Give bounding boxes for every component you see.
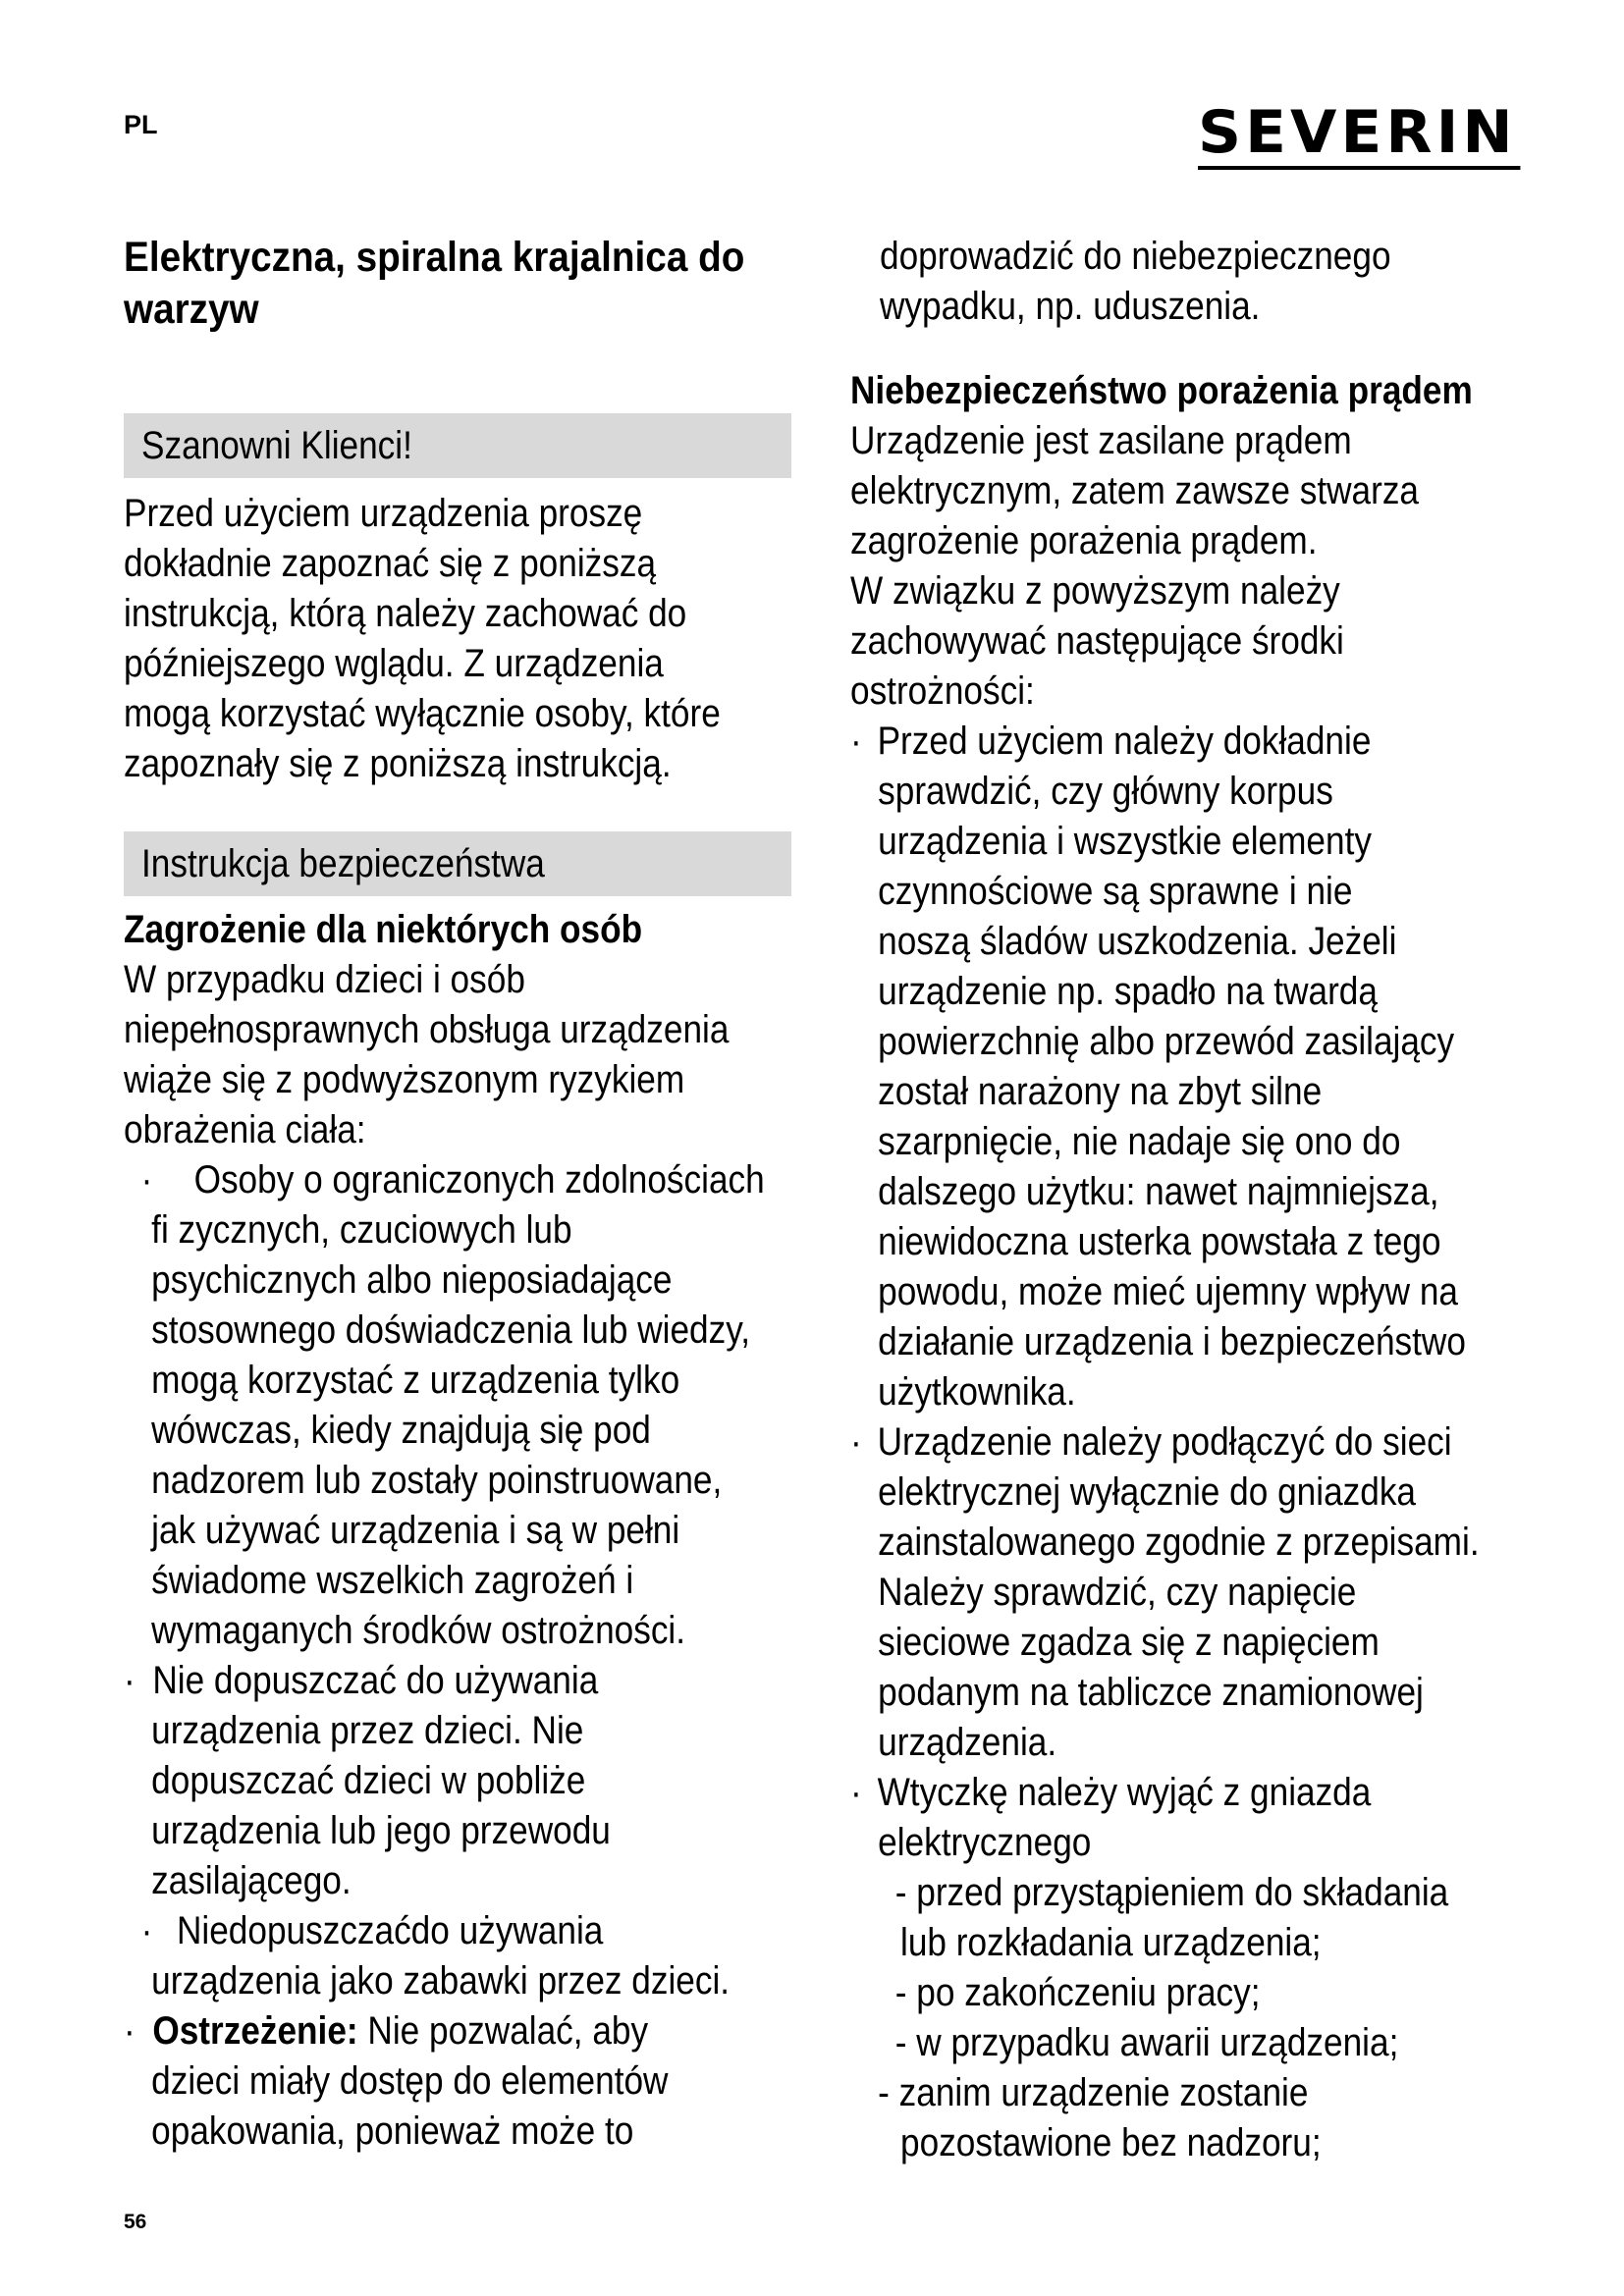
bullet-line bbox=[850, 1768, 1480, 1818]
bullet-text: Nie dopuszczać do używania bbox=[152, 1659, 599, 1702]
intro-line: dokładnie zapoznać się z poniższą bbox=[124, 542, 657, 585]
bullet-line: jak używać urządzenia i są w pełni bbox=[151, 1509, 680, 1552]
bullet-line: elektrycznej wyłącznie do gniazdka bbox=[878, 1470, 1417, 1514]
brand-logo: SEVERIN bbox=[1198, 102, 1520, 170]
bullet-line: działanie urządzenia i bezpieczeństwo bbox=[878, 1320, 1466, 1363]
title-line-1: Elektryczna, spiralna krajalnica do bbox=[124, 234, 745, 281]
bullet-line: urządzenia. bbox=[878, 1721, 1057, 1764]
bullet-item bbox=[124, 1906, 765, 2006]
bullet-line: został narażony na zbyt silne bbox=[878, 1070, 1323, 1113]
bullet-dot: · bbox=[140, 1158, 153, 1201]
bullet-text: Wtyczkę należy wyjąć z gniazda bbox=[877, 1771, 1372, 1814]
bullet-text: Nie pozwalać, aby bbox=[357, 2009, 649, 2053]
bullet-line: dzieci miały dostęp do elementów bbox=[151, 2059, 669, 2103]
body-line: wiąże się z podwyższonym ryzykiem bbox=[124, 1058, 685, 1101]
dash-line: - w przypadku awarii urządzenia; bbox=[894, 2021, 1399, 2064]
body-line: W przypadku dzieci i osób bbox=[124, 958, 525, 1001]
bullet-line: niewidoczna usterka powstała z tego bbox=[878, 1220, 1441, 1263]
bullet-dot: · bbox=[140, 1909, 153, 1952]
bullet-line bbox=[124, 1656, 765, 1706]
body-line: wypadku, np. uduszenia. bbox=[880, 285, 1261, 328]
bullet-item bbox=[850, 1417, 1480, 1768]
body-line: ostrożności: bbox=[850, 669, 1035, 713]
bullet-line: wymaganych środków ostrożności. bbox=[151, 1609, 686, 1652]
bullet-line: urządzenie np. spadło na twardą bbox=[878, 970, 1378, 1013]
bullet-line: sprawdzić, czy główny korpus bbox=[878, 770, 1333, 813]
bullet-line: fi zycznych, czuciowych lub bbox=[151, 1208, 572, 1252]
body-line: zachowywać następujące środki bbox=[850, 619, 1344, 663]
bullet-text: Urządzenie należy podłączyć do sieci bbox=[877, 1420, 1452, 1464]
bullet-line: podanym na tabliczce znamionowej bbox=[878, 1671, 1424, 1714]
title-line-2: warzyw bbox=[124, 286, 259, 333]
intro-line: instrukcją, którą należy zachować do bbox=[124, 592, 687, 635]
bullet-line: czynnościowe są sprawne i nie bbox=[878, 870, 1353, 913]
bullet-line: powierzchnię albo przewód zasilający bbox=[878, 1020, 1455, 1063]
bullet-line: stosownego doświadczenia lub wiedzy, bbox=[151, 1308, 750, 1352]
dash-line: lub rozkładania urządzenia; bbox=[900, 1921, 1322, 1964]
bullet-dot: · bbox=[124, 1659, 135, 1702]
left-safety-body bbox=[124, 905, 765, 2157]
dash-line: pozostawione bez nadzoru; bbox=[900, 2121, 1322, 2164]
warning-label: Ostrzeżenie: bbox=[152, 2009, 358, 2053]
body-line: zagrożenie porażenia prądem. bbox=[850, 519, 1318, 562]
subheading-risk-persons: Zagrożenie dla niektórych osób bbox=[124, 908, 643, 951]
body-line: doprowadzić do niebezpiecznego bbox=[880, 235, 1391, 278]
bullet-line bbox=[124, 1906, 765, 1956]
intro-line: Przed użyciem urządzenia proszę bbox=[124, 492, 643, 535]
bullet-line bbox=[850, 717, 1480, 767]
bullet-line: urządzenia przez dzieci. Nie bbox=[151, 1709, 584, 1752]
right-continuation bbox=[880, 232, 1391, 332]
bullet-dot: · bbox=[850, 720, 862, 763]
section-heading-safety bbox=[124, 831, 791, 896]
bullet-line bbox=[124, 1155, 765, 1205]
section-heading-customers bbox=[124, 413, 791, 478]
bullet-line bbox=[850, 1417, 1480, 1468]
document-title bbox=[124, 232, 745, 336]
bullet-item-warning bbox=[124, 2006, 765, 2157]
bullet-line: nadzorem lub zostały poinstruowane, bbox=[151, 1459, 723, 1502]
bullet-line: mogą korzystać z urządzenia tylko bbox=[151, 1359, 680, 1402]
bullet-dot: · bbox=[850, 1771, 862, 1814]
body-line: Urządzenie jest zasilane prądem bbox=[850, 419, 1352, 462]
page-number: 56 bbox=[124, 2211, 147, 2233]
page-lang: PL bbox=[124, 110, 158, 139]
bullet-item bbox=[850, 1768, 1480, 2168]
intro-line: zapoznały się z poniższą instrukcją. bbox=[124, 742, 672, 785]
bullet-line: zainstalowanego zgodnie z przepisami. bbox=[878, 1521, 1480, 1564]
section-heading-safety-text: Instrukcja bezpieczeństwa bbox=[141, 842, 545, 885]
bullet-line bbox=[124, 2006, 765, 2056]
bullet-text: Przed użyciem należy dokładnie bbox=[877, 720, 1372, 763]
bullet-line: świadome wszelkich zagrożeń i bbox=[151, 1559, 634, 1602]
bullet-line: wówczas, kiedy znajdują się pod bbox=[151, 1409, 651, 1452]
body-line: W związku z powyższym należy bbox=[850, 569, 1340, 613]
bullet-line: powodu, może mieć ujemny wpływ na bbox=[878, 1270, 1458, 1313]
bullet-item bbox=[124, 1656, 765, 1906]
intro-line: mogą korzystać wyłącznie osoby, które bbox=[124, 692, 721, 735]
bullet-line: szarpnięcie, nie nadaje się ono do bbox=[878, 1120, 1401, 1163]
bullet-line: urządzenia lub jego przewodu bbox=[151, 1809, 611, 1852]
intro-paragraph bbox=[124, 489, 721, 789]
dash-line: - przed przystąpieniem do składania bbox=[894, 1871, 1449, 1914]
section-heading-customers-text: Szanowni Klienci! bbox=[141, 424, 412, 467]
bullet-line: urządzenia jako zabawki przez dzieci. bbox=[151, 1959, 731, 2002]
dash-line: - po zakończeniu pracy; bbox=[894, 1971, 1261, 2014]
bullet-line: dopuszczać dzieci w pobliże bbox=[151, 1759, 586, 1802]
bullet-line: sieciowe zgadza się z napięciem bbox=[878, 1621, 1380, 1664]
bullet-line: zasilającego. bbox=[151, 1859, 352, 1902]
body-line: niepełnosprawnych obsługa urządzenia bbox=[124, 1008, 730, 1051]
bullet-line: dalszego użytku: nawet najmniejsza, bbox=[878, 1170, 1439, 1213]
bullet-line: użytkownika. bbox=[878, 1370, 1076, 1414]
bullet-item bbox=[850, 717, 1480, 1417]
bullet-item bbox=[124, 1155, 765, 1656]
intro-line: późniejszego wglądu. Z urządzenia bbox=[124, 642, 664, 685]
bullet-line: opakowania, ponieważ może to bbox=[151, 2109, 634, 2153]
bullet-dot: · bbox=[850, 1420, 862, 1464]
bullet-line: Należy sprawdzić, czy napięcie bbox=[878, 1571, 1357, 1614]
bullet-line: psychicznych albo nieposiadające bbox=[151, 1258, 673, 1302]
body-line: elektrycznym, zatem zawsze stwarza bbox=[850, 469, 1419, 512]
bullet-line: noszą śladów uszkodzenia. Jeżeli bbox=[878, 920, 1397, 963]
body-line: obrażenia ciała: bbox=[124, 1108, 366, 1151]
subheading-electric-shock: Niebezpieczeństwo porażenia prądem bbox=[850, 369, 1473, 412]
right-electric-body bbox=[850, 366, 1480, 2168]
dash-line: - zanim urządzenie zostanie bbox=[878, 2071, 1309, 2114]
bullet-dot: · bbox=[124, 2009, 135, 2053]
bullet-line: urządzenia i wszystkie elementy bbox=[878, 820, 1372, 863]
bullet-text: Osoby o ograniczonych zdolnościach bbox=[193, 1158, 765, 1201]
bullet-text: Niedopuszczaćdo używania bbox=[176, 1909, 604, 1952]
bullet-line: elektrycznego bbox=[878, 1821, 1092, 1864]
